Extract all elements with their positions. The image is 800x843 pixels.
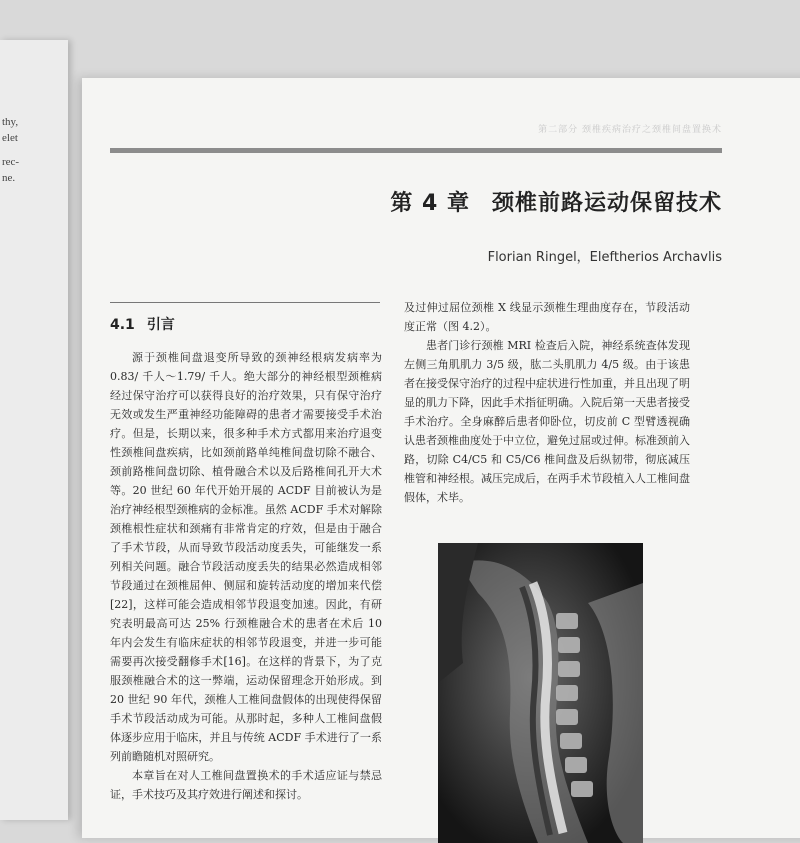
- header-rule: [110, 148, 722, 153]
- mri-figure: [438, 543, 643, 843]
- section-number: 4.1: [110, 317, 135, 333]
- section-heading: [110, 314, 175, 334]
- prev-page-text-fragment: thy,: [2, 116, 19, 128]
- running-header: 第二部分 颈椎疾病治疗之颈椎间盘置换术: [538, 125, 722, 135]
- chapter-authors: Florian Ringel，Eleftherios Archavlis: [487, 250, 722, 265]
- chapter-name: 颈椎前路运动保留技术: [491, 191, 722, 216]
- body-paragraph: 本章旨在对人工椎间盘置换术的手术适应证与禁忌证，手术技巧及其疗效进行阐述和探讨。: [110, 769, 382, 801]
- chapter-number: 第 4 章: [390, 191, 470, 216]
- body-paragraph: 患者门诊行颈椎 MRI 检查后入院，神经系统查体发现左侧三角肌肌力 3/5 级，肱二头肌肌力 4/5 级。由于该患者在接受保守治疗的过程中症状进行性加重，并且出现了明显的肌力下降，因此手术指征明确。入院后第一天患者接受手术治疗。全身麻醉后患者仰卧位，切皮前 C 型臂透视确认患者颈椎曲度处于中立位，避免过屈或过伸。标准颈前入路，切除 C4/C5 和 C5/C6 椎间盘及后纵韧带，彻底减压椎管和神经根。减压完成后，在两手术节段植入人工椎间盘假体，术毕。: [404, 339, 690, 504]
- prev-page-text-fragment: ne.: [2, 172, 16, 184]
- previous-page-edge: [0, 40, 68, 820]
- prev-page-text-fragment: rec-: [2, 156, 20, 168]
- right-text-column: [404, 298, 690, 507]
- section-rule: [110, 302, 380, 303]
- body-paragraph: 源于颈椎间盘退变所导致的颈神经根病发病率为 0.83/ 千人～1.79/ 千人。绝大部分的神经根型颈椎病经过保守治疗可以获得良好的治疗效果，只有保守治疗无效或发生严重神经功能障碍的患者才需要接受手术治疗。但是，长期以来，很多种手术方式都用来治疗退变性颈椎间盘疾病，比如颈前路单纯椎间盘切除不融合、颈前路椎间盘切除、植骨融合术以及后路椎间孔开大术等。20 世纪 60 年代开始开展的 ACDF 目前被认为是治疗神经根型颈椎病的金标准。虽然 ACDF 手术对解除颈椎根性症状和颈痛有非常肯定的疗效，但是由于融合了手术节段，从而导致节段活动度丢失，可能继发一系列相关问题。融合节段活动度丢失的结果必然造成相邻节段通过在颈椎屈伸、侧屈和旋转活动度的增加来代偿[22]，这样可能会造成相邻节段退变加速。因此，有研究表明最高可达 25% 行颈椎融合术的患者在术后 10 年内会发生有临床症状的相邻节段退变，并进一步可能需要再次接受翻修手术[16]。在这样的背景下，为了克服颈椎融合术的这一弊端，运动保留理念开始形成。到 20 世纪 90 年代，颈椎人工椎间盘假体的出现使得保留手术节段活动成为可能。从那时起，多种人工椎间盘假体逐步应用于临床，并且与传统 ACDF 手术进行了一系列前瞻随机对照研究。: [110, 351, 382, 763]
- book-page: [82, 78, 800, 838]
- section-title: 引言: [146, 317, 175, 333]
- left-text-column: [110, 348, 382, 804]
- prev-page-text-fragment: elet: [2, 132, 18, 144]
- chapter-title: [322, 186, 722, 217]
- mri-spine-sagittal-image: [438, 543, 643, 843]
- body-paragraph: 及过伸过屈位颈椎 X 线显示颈椎生理曲度存在，节段活动度正常（图 4.2）。: [404, 301, 690, 333]
